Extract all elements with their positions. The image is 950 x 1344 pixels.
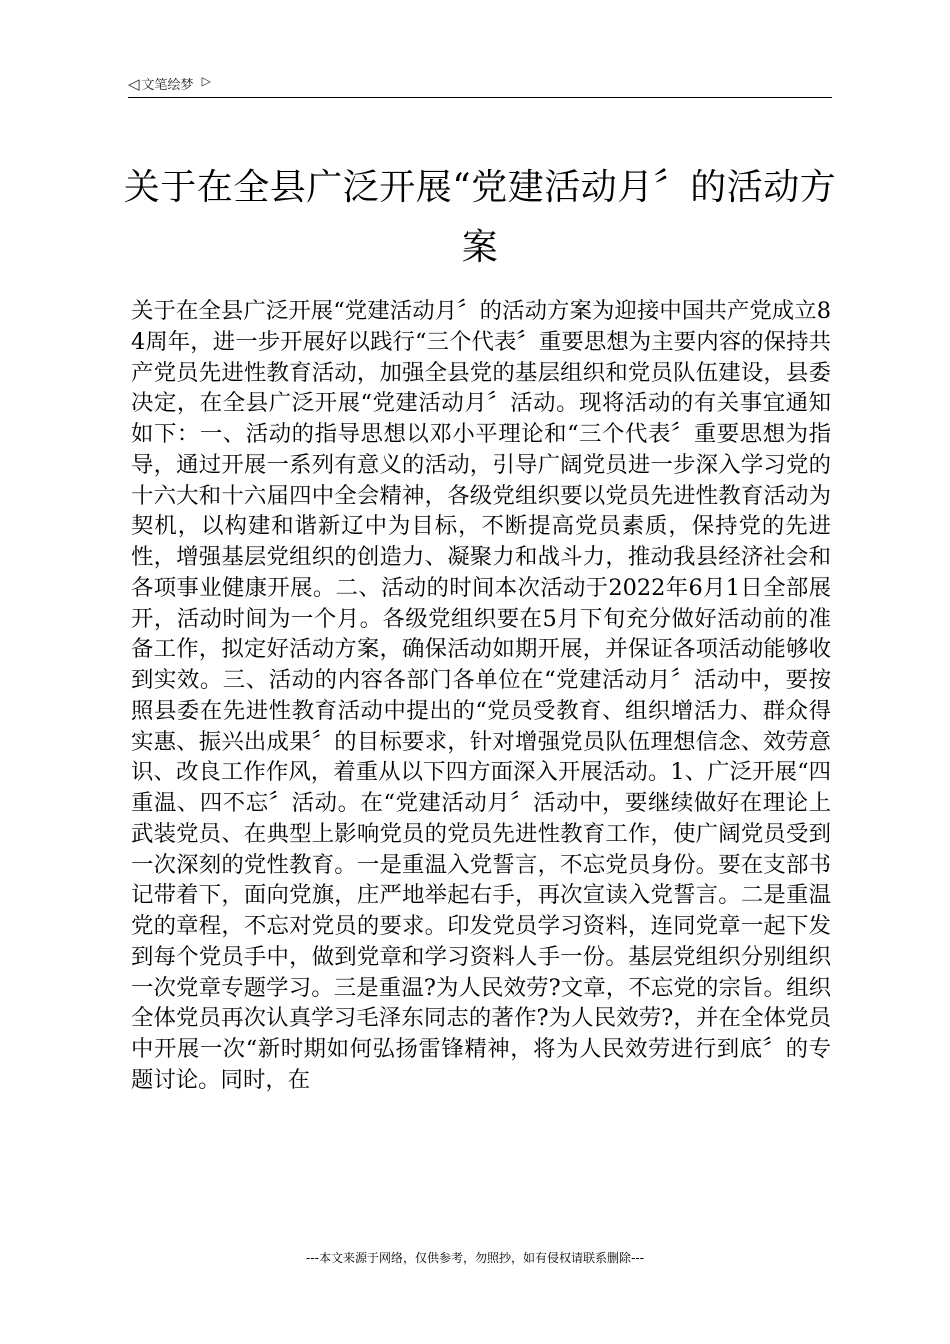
header-divider	[128, 97, 832, 98]
page-header	[128, 74, 211, 93]
page-footer: ---本文来源于网络，仅供参考，勿照抄，如有侵权请联系删除---	[306, 1251, 644, 1265]
document-body: 关于在全县广泛开展“党建活动月〞的活动方案为迎接中国共产党成立84周年，进一步开展好以践行“三个代表〞重要思想为主要内容的保持共产党员先进性教育活动，加强全县党的基层组织和党员队伍建设，县委决定，在全县广泛开展“党建活动月〞活动。现将活动的有关事宜通知如下：一、活动的指导思想以邓小平理论和“三个代表〞重要思想为指导，通过开展一系列有意义的活动，引导广阔党员进一步深入学习党的十六大和十六届四中全会精神，各级党组织要以党员先进性教育活动为契机，以构建和谐新辽中为目标，不断提高党员素质，保持党的先进性，增强基层党组织的创造力、凝聚力和战斗力，推动我县经济社会和各项事业健康开展。二、活动的时间本次活动于2022年6月1日全部展开，活动时间为一个月。各级党组织要在5月下旬充分做好活动前的准备工作，拟定好活动方案，确保活动如期开展，并保证各项活动能够收到实效。三、活动的内容各部门各单位在“党建活动月〞活动中，要按照县委在先进性教育活动中提出的“党员受教育、组织增活力、群众得实惠、振兴出成果〞的目标要求，针对增强党员队伍理想信念、效劳意识、改良工作作风，着重从以下四方面深入开展活动。1、广泛开展“四重温、四不忘〞活动。在“党建活动月〞活动中，要继续做好在理论上武装党员、在典型上影响党员的党员先进性教育工作，使广阔党员受到一次深刻的党性教育。一是重温入党誓言，不忘党员身份。要在支部书记带着下，面向党旗，庄严地举起右手，再次宣读入党誓言。二是重温党的章程，不忘对党员的要求。印发党员学习资料，连同党章一起下发到每个党员手中，做到党章和学习资料人手一份。基层党组织分别组织一次党章专题学习。三是重温?为人民效劳?文章，不忘党的宗旨。组织全体党员再次认真学习毛泽东同志的著作?为人民效劳?，并在全体党员中开展一次“新时期如何弘扬雷锋精神，将为人民效劳进行到底〞的专题讨论。同时，在	[131, 298, 831, 1093]
triangle-left-icon: ◁	[128, 74, 140, 93]
site-name: 文笔绘梦	[141, 78, 194, 93]
triangle-right-icon: ▷	[201, 73, 211, 88]
document-title: 关于在全县广泛开展“党建活动月〞的活动方案	[123, 167, 837, 268]
